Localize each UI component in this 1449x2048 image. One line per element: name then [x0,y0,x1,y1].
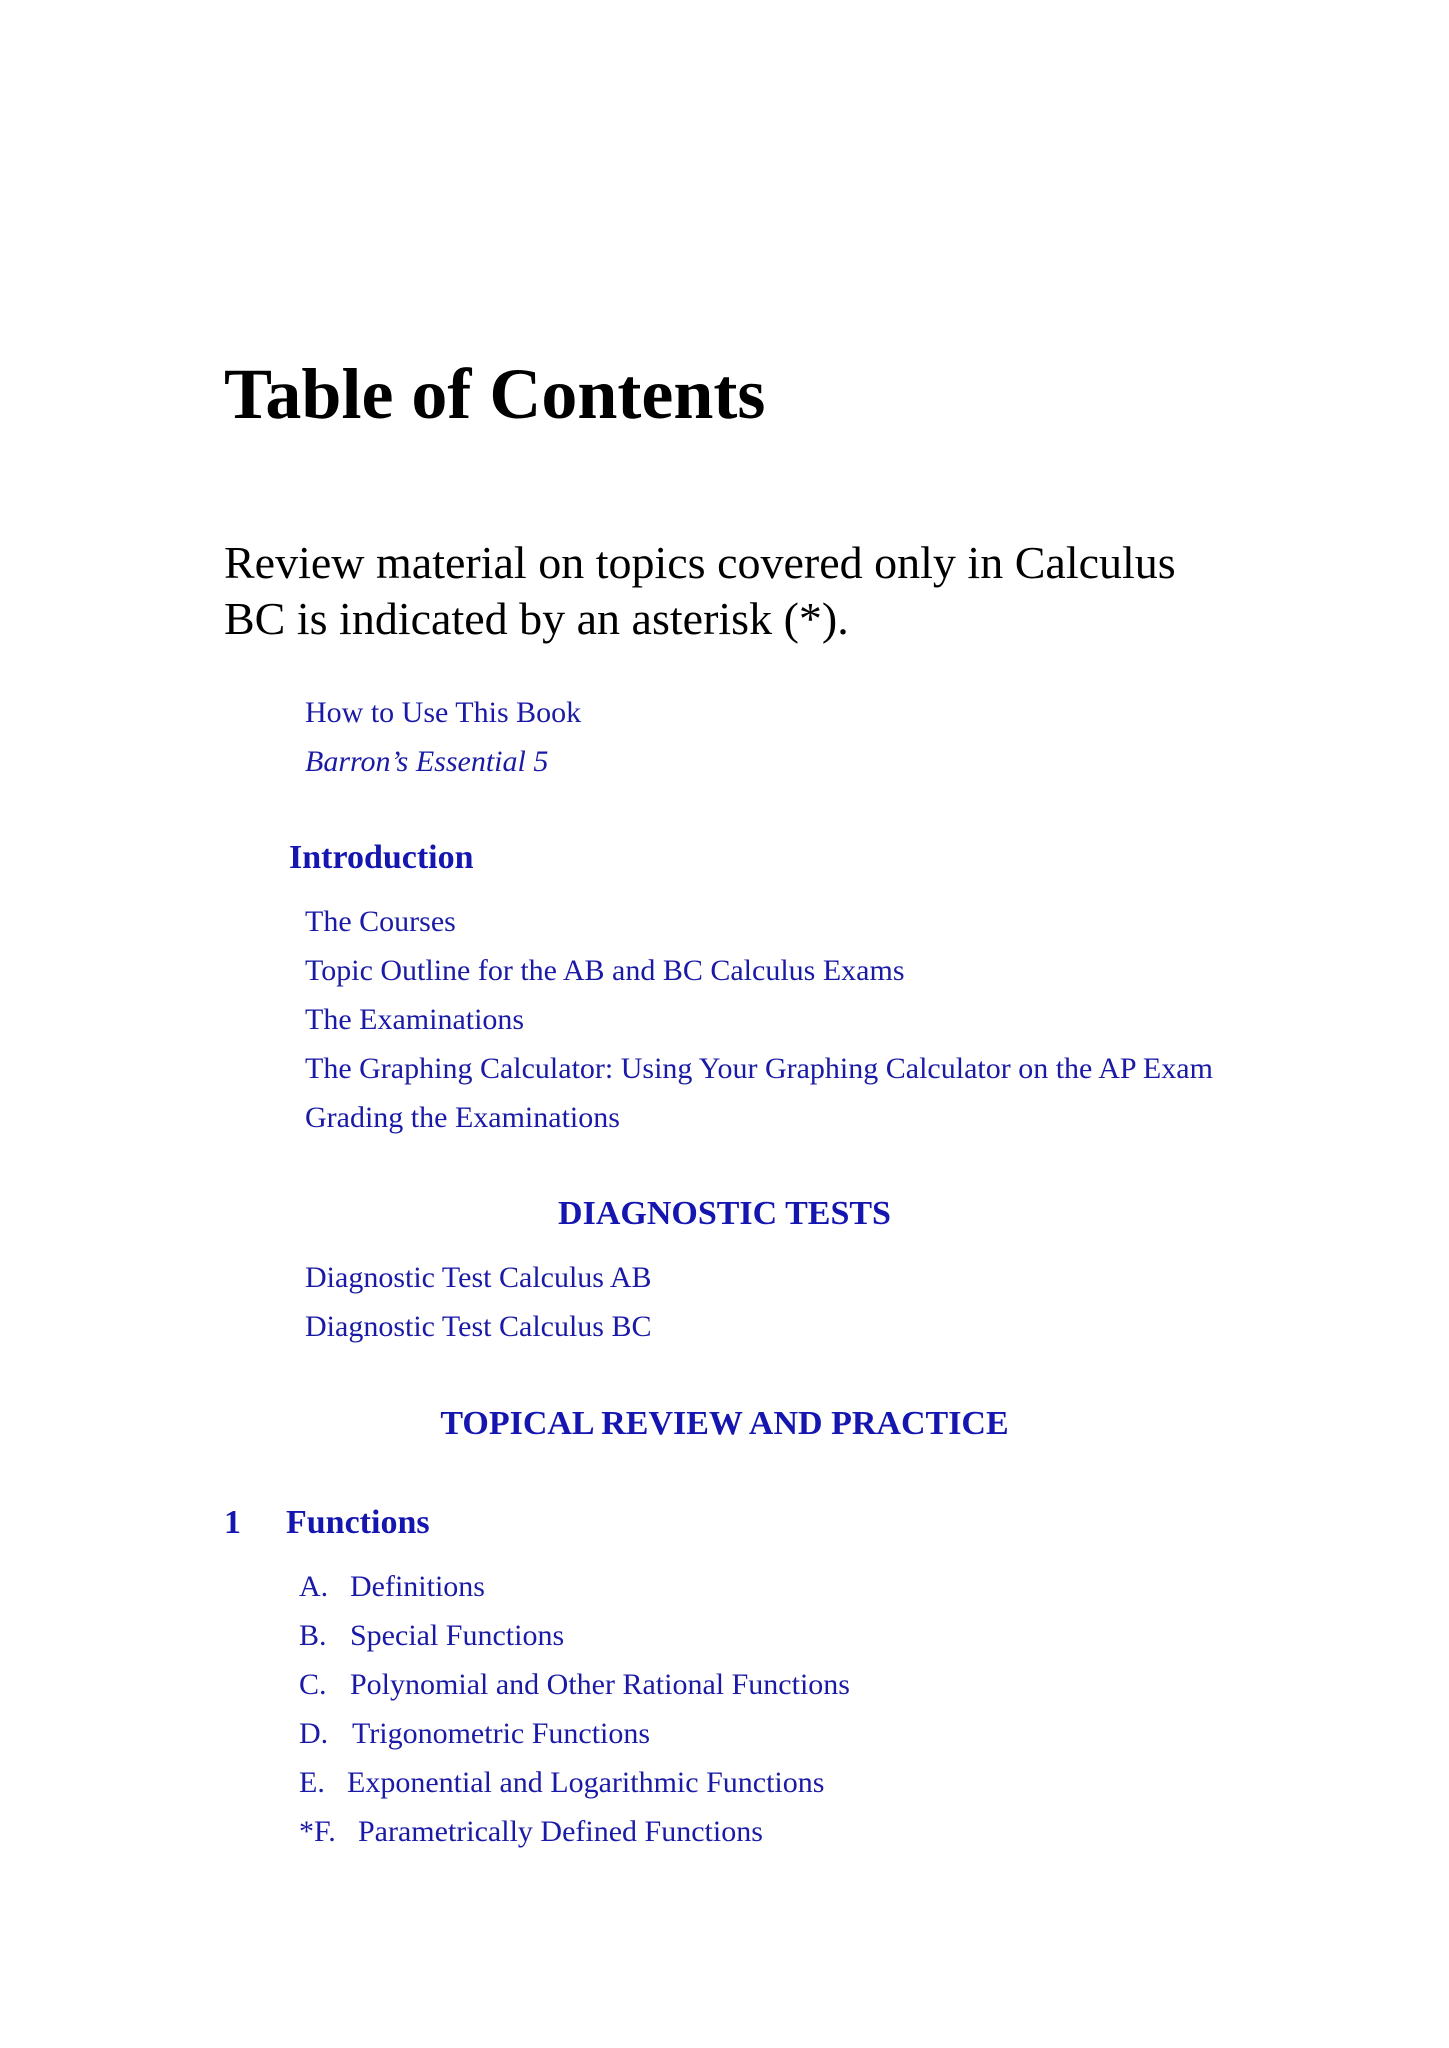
toc-link-how-to-use[interactable]: How to Use This Book [305,696,582,729]
chapter-item-letter: B. [299,1619,327,1652]
toc-link-graphing-calculator[interactable]: The Graphing Calculator: Using Your Graphing Calculator on the AP Exam [305,1052,1213,1085]
toc-link-topic-outline[interactable]: Topic Outline for the AB and BC Calculus Exams [305,954,905,987]
intro-note-line-2: BC is indicated by an asterisk (*). [224,593,849,644]
chapter-item-letter: E. [299,1766,325,1799]
toc-link-examinations[interactable]: The Examinations [305,1003,525,1036]
intro-note-line-1: Review material on topics covered only in Calculus [224,537,1176,588]
chapter-item-letter: C. [299,1668,327,1701]
section-heading-topical-review[interactable]: TOPICAL REVIEW AND PRACTICE [440,1405,1009,1442]
toc-link-diagnostic-bc[interactable]: Diagnostic Test Calculus BC [305,1310,652,1343]
toc-link-special-functions[interactable]: Special Functions [350,1619,565,1652]
chapter-item-letter: *F. [299,1815,336,1848]
section-heading-introduction[interactable]: Introduction [289,839,474,876]
chapter-item-letter: A. [299,1570,329,1603]
chapter-heading-functions[interactable]: Functions [286,1504,430,1541]
toc-link-grading[interactable]: Grading the Examinations [305,1101,620,1134]
toc-link-essential-5[interactable]: Barron’s Essential 5 [305,745,549,778]
toc-link-courses[interactable]: The Courses [305,905,456,938]
section-heading-diagnostic-tests[interactable]: DIAGNOSTIC TESTS [558,1195,891,1232]
toc-link-exponential-functions[interactable]: Exponential and Logarithmic Functions [347,1766,825,1799]
chapter-item-letter: D. [299,1717,329,1750]
toc-link-trigonometric-functions[interactable]: Trigonometric Functions [352,1717,651,1750]
page-title: Table of Contents [224,354,766,434]
toc-link-definitions[interactable]: Definitions [350,1570,485,1603]
toc-link-polynomial-functions[interactable]: Polynomial and Other Rational Functions [350,1668,850,1701]
chapter-number: 1 [224,1504,241,1541]
toc-link-diagnostic-ab[interactable]: Diagnostic Test Calculus AB [305,1261,652,1294]
toc-link-parametric-functions[interactable]: Parametrically Defined Functions [358,1815,763,1848]
